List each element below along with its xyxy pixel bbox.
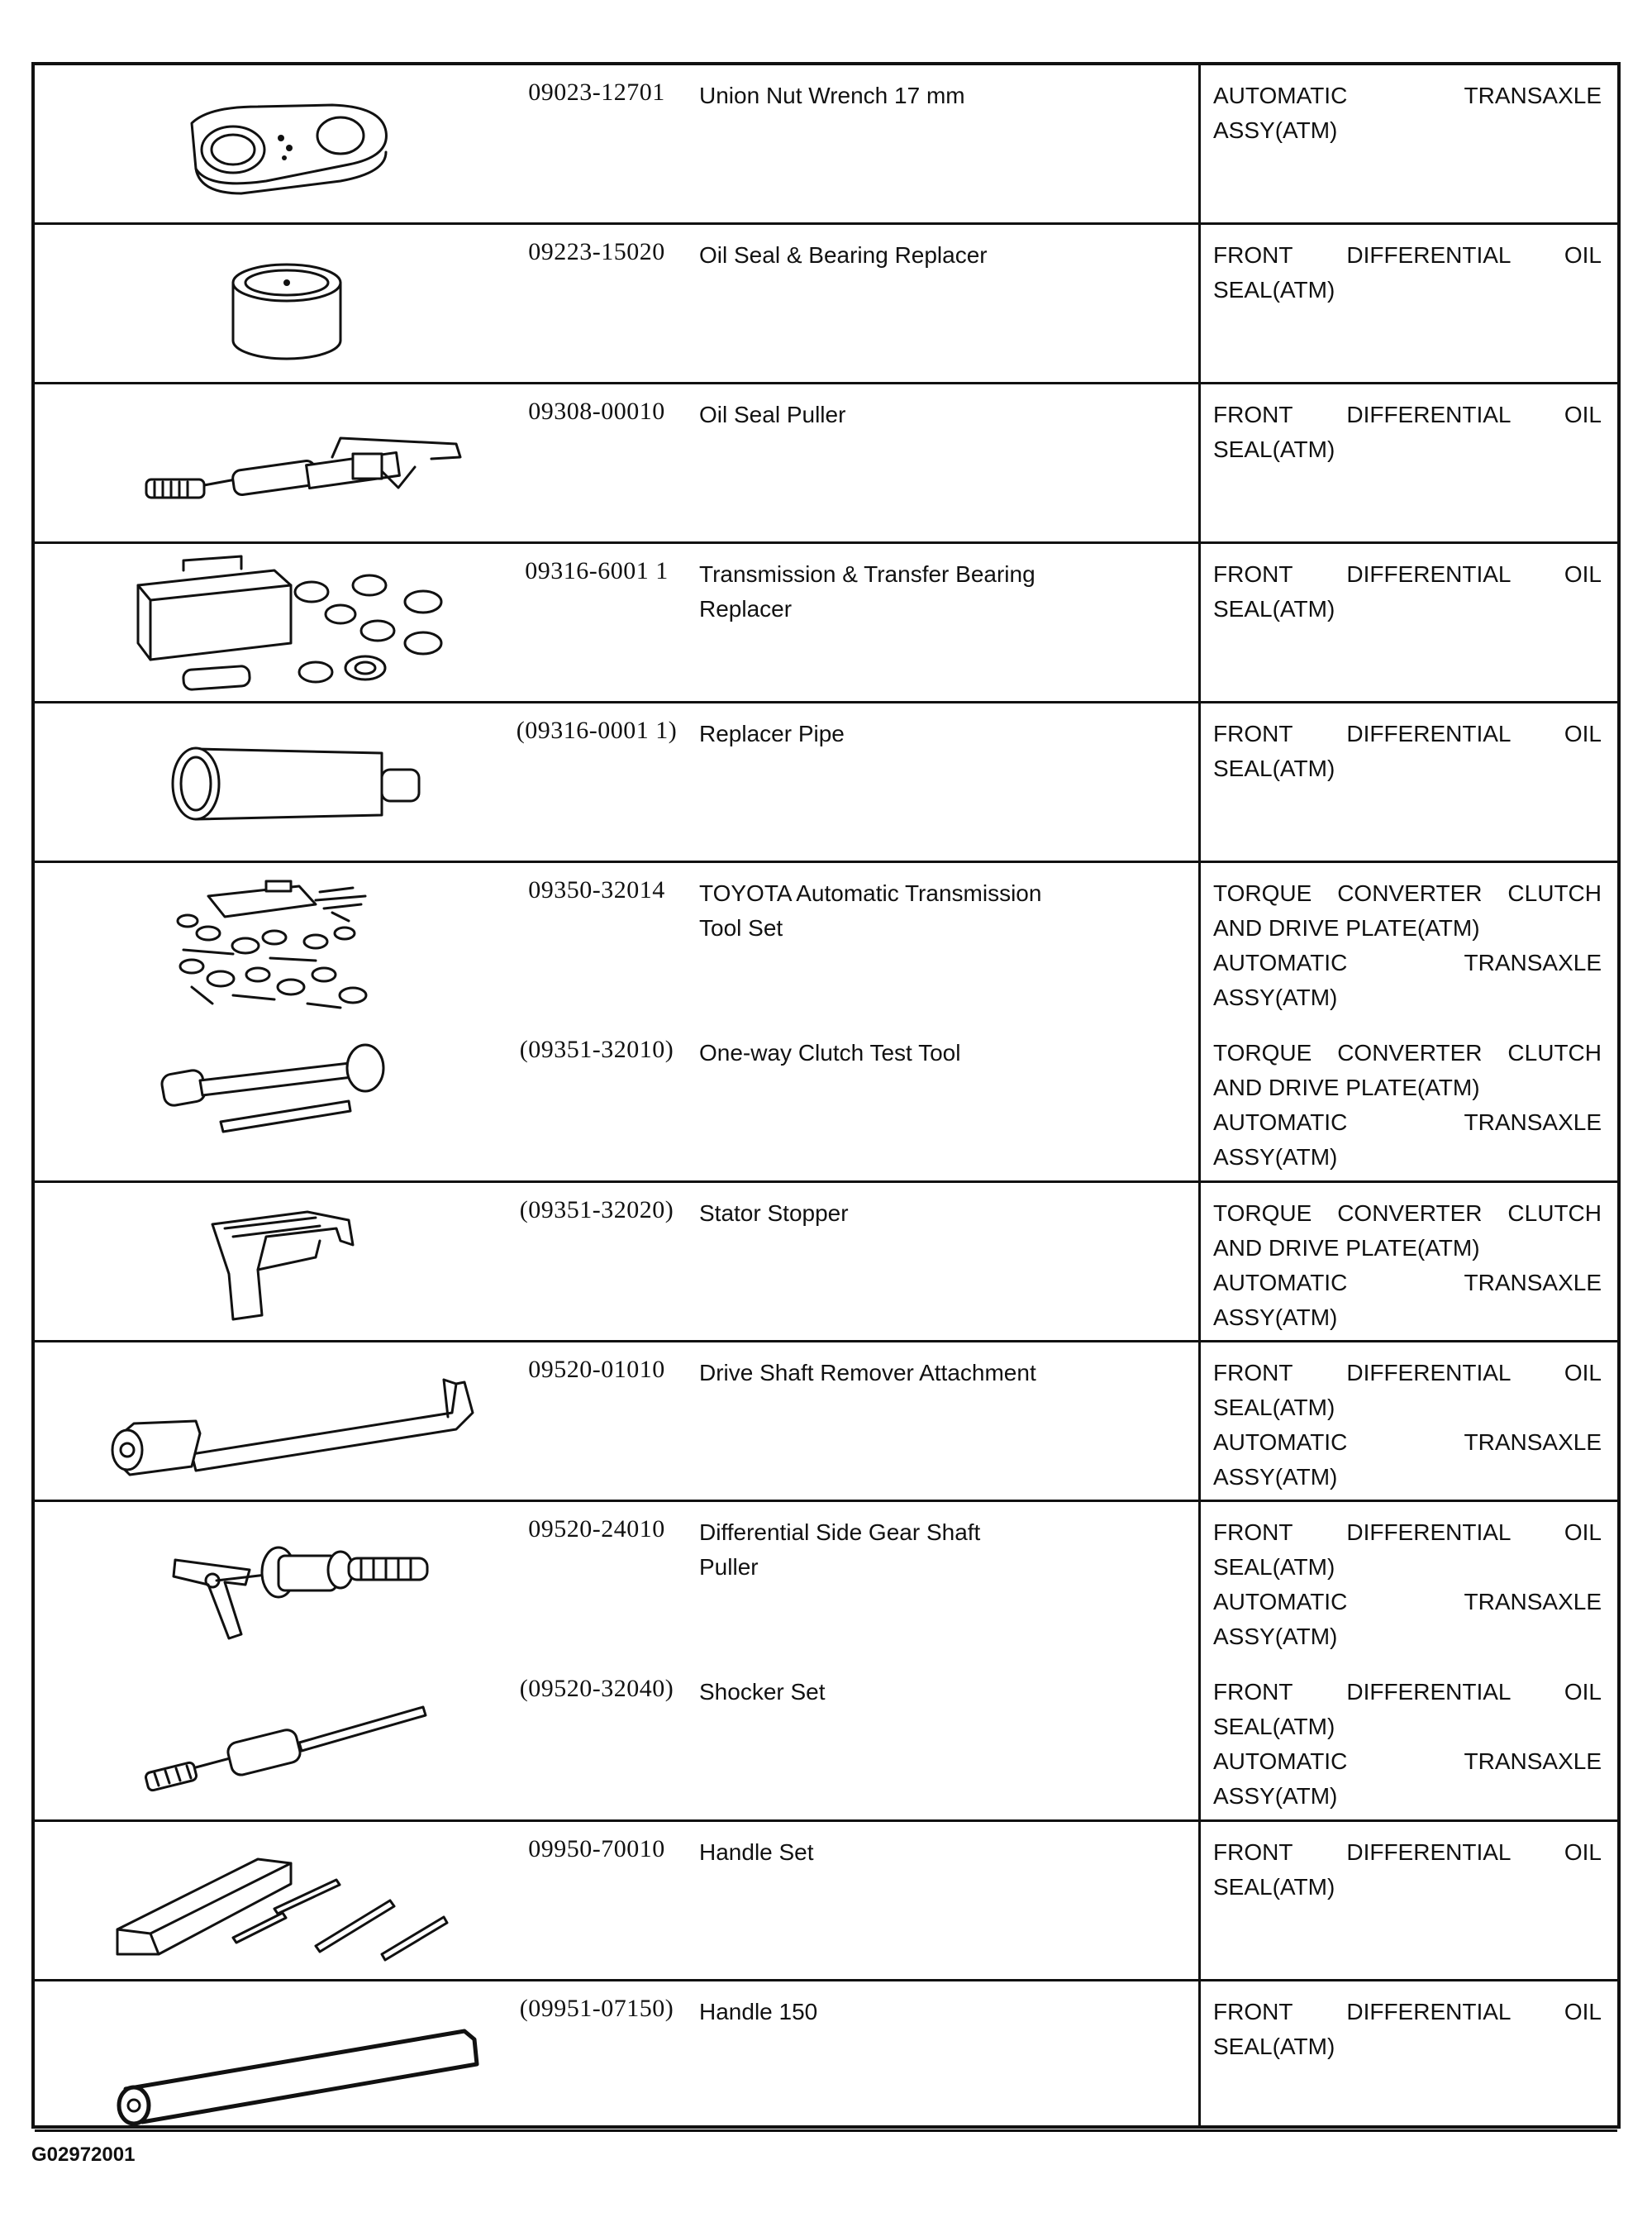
figure-code: G02972001 xyxy=(31,2144,136,2166)
table-row xyxy=(35,1822,1617,1981)
table-row xyxy=(35,384,1617,544)
part-number: 09308-00010 xyxy=(528,398,665,425)
table-row xyxy=(35,863,1617,1183)
part-number: 09316-6001 1 xyxy=(525,557,669,584)
at-tool-set-illustration xyxy=(68,871,498,1012)
drive-shaft-remover-illustration xyxy=(68,1351,498,1491)
table-row xyxy=(35,703,1617,863)
oil-seal-puller-illustration xyxy=(68,393,498,533)
table-row xyxy=(35,1981,1617,2132)
applicable-section: FRONT DIFFERENTIAL OIL SEAL(ATM) xyxy=(1213,1839,1602,1900)
table-row xyxy=(35,1502,1617,1822)
union-nut-wrench-illustration xyxy=(68,74,498,214)
tool-name: Oil Seal Puller xyxy=(699,402,846,427)
part-number: 09520-24010 xyxy=(528,1515,665,1543)
applicable-section: FRONT DIFFERENTIAL OIL SEAL(ATM) AUTOMATIC TRANSAXLE ASSY(ATM) xyxy=(1213,1519,1602,1649)
part-number: (09316-0001 1) xyxy=(516,717,678,744)
part-number: (09951-07150) xyxy=(519,1995,674,2022)
applicable-section: FRONT DIFFERENTIAL OIL SEAL(ATM) AUTOMATIC TRANSAXLE ASSY(ATM) xyxy=(1213,1679,1602,1809)
part-number: 09223-15020 xyxy=(528,238,665,265)
table-row xyxy=(35,1342,1617,1502)
applicable-section: FRONT DIFFERENTIAL OIL SEAL(ATM) xyxy=(1213,1999,1602,2059)
oil-seal-replacer-illustration xyxy=(68,233,498,374)
tool-name: TOYOTA Automatic Transmission Tool Set xyxy=(699,880,1042,941)
special-service-tools-table xyxy=(31,62,1621,2129)
part-number: 09350-32014 xyxy=(528,876,665,904)
tool-name: Shocker Set xyxy=(699,1679,826,1705)
stator-stopper-illustration xyxy=(68,1191,498,1332)
tool-name: Handle Set xyxy=(699,1839,814,1865)
applicable-section: FRONT DIFFERENTIAL OIL SEAL(ATM) xyxy=(1213,721,1602,781)
tool-name: Oil Seal & Bearing Replacer xyxy=(699,242,988,268)
tool-name: Stator Stopper xyxy=(699,1200,849,1226)
part-number: 09520-01010 xyxy=(528,1356,665,1383)
applicable-section: TORQUE CONVERTER CLUTCH AND DRIVE PLATE(ATM) AUTOMATIC TRANSAXLE ASSY(ATM) xyxy=(1213,1200,1602,1330)
applicable-section: FRONT DIFFERENTIAL OIL SEAL(ATM) xyxy=(1213,242,1602,303)
part-number: (09351-32020) xyxy=(519,1196,674,1223)
tool-name: Handle 150 xyxy=(699,1999,818,2024)
part-number: 09023-12701 xyxy=(528,79,665,106)
applicable-section: TORQUE CONVERTER CLUTCH AND DRIVE PLATE(ATM) AUTOMATIC TRANSAXLE ASSY(ATM) xyxy=(1213,880,1602,1010)
tool-name: Replacer Pipe xyxy=(699,721,845,746)
applicable-section: FRONT DIFFERENTIAL OIL SEAL(ATM) xyxy=(1213,561,1602,622)
column-divider xyxy=(1198,65,1201,2125)
tool-name: Drive Shaft Remover Attachment xyxy=(699,1360,1036,1385)
applicable-section: FRONT DIFFERENTIAL OIL SEAL(ATM) AUTOMATIC TRANSAXLE ASSY(ATM) xyxy=(1213,1360,1602,1490)
one-way-clutch-test-tool-illustration xyxy=(68,1031,498,1171)
table-row xyxy=(35,65,1617,225)
applicable-section: FRONT DIFFERENTIAL OIL SEAL(ATM) xyxy=(1213,402,1602,462)
table-row xyxy=(35,225,1617,384)
handle-set-illustration xyxy=(68,1830,498,1971)
shocker-set-illustration xyxy=(68,1670,498,1810)
tool-name: One-way Clutch Test Tool xyxy=(699,1040,961,1066)
bearing-replacer-set-illustration xyxy=(68,552,498,693)
tool-name: Union Nut Wrench 17 mm xyxy=(699,83,965,108)
table-row xyxy=(35,1183,1617,1342)
applicable-section: TORQUE CONVERTER CLUTCH AND DRIVE PLATE(ATM) AUTOMATIC TRANSAXLE ASSY(ATM) xyxy=(1213,1040,1602,1170)
part-number: (09520-32040) xyxy=(519,1675,674,1702)
applicable-section: AUTOMATIC TRANSAXLE ASSY(ATM) xyxy=(1213,83,1602,143)
table-row xyxy=(35,544,1617,703)
part-number: (09351-32010) xyxy=(519,1036,674,1063)
side-gear-shaft-puller-illustration xyxy=(68,1510,498,1651)
part-number: 09950-70010 xyxy=(528,1835,665,1862)
handle-150-illustration xyxy=(68,1990,498,2130)
tool-name: Differential Side Gear Shaft Puller xyxy=(699,1519,981,1580)
replacer-pipe-illustration xyxy=(68,712,498,852)
tool-name: Transmission & Transfer Bearing Replacer xyxy=(699,561,1035,622)
